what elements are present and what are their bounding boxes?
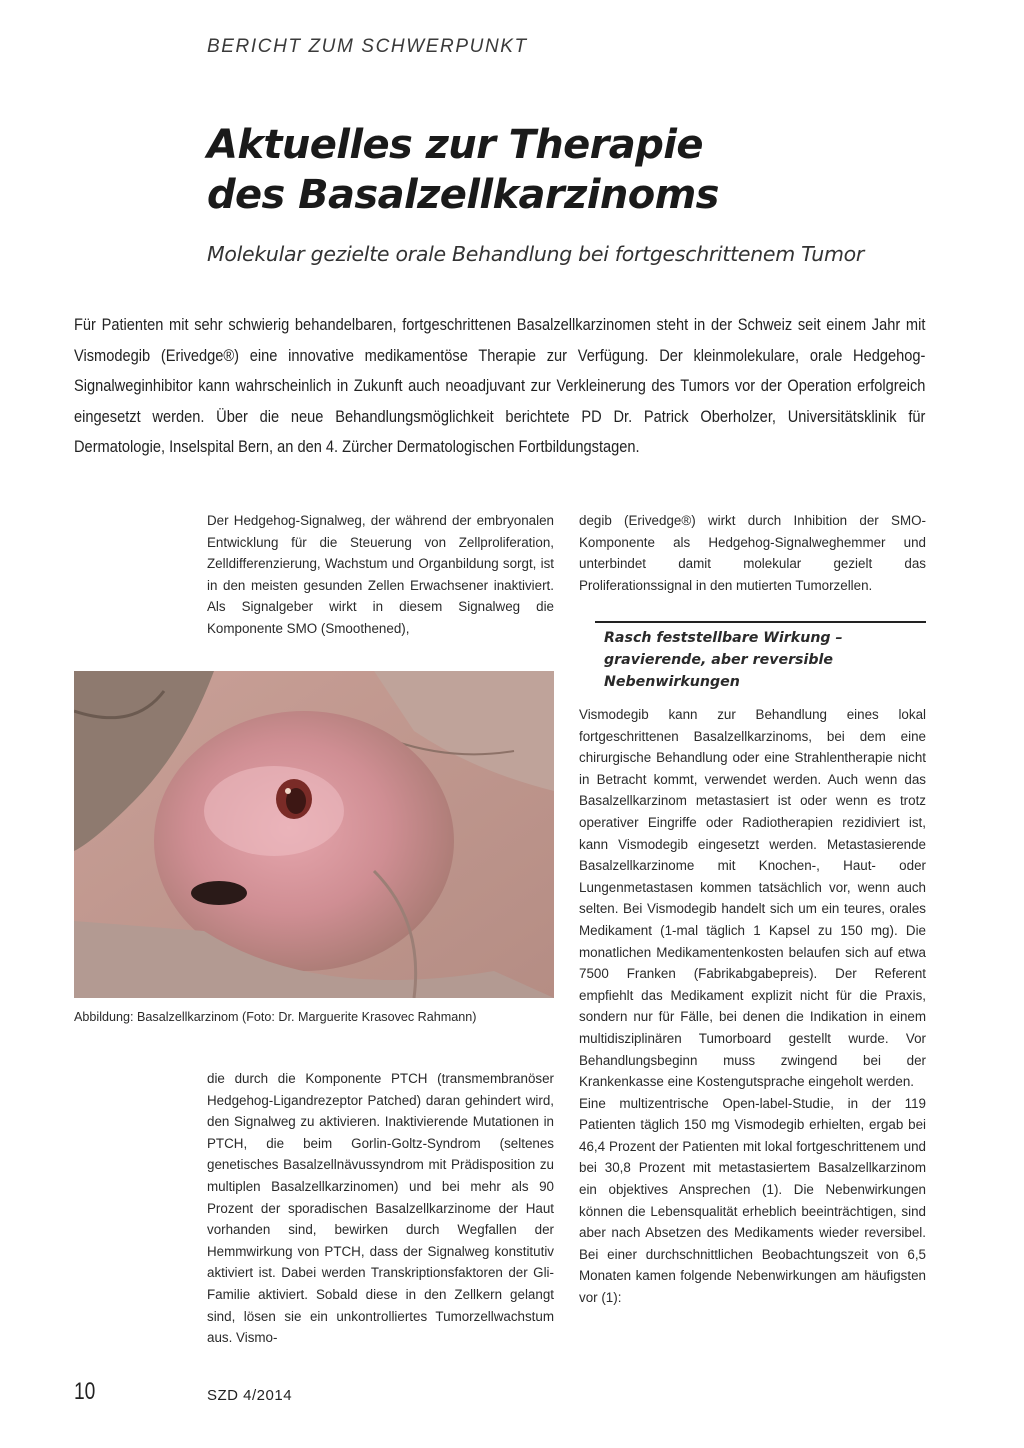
column-2-main — [579, 704, 926, 1309]
column-1-top-text: Der Hedgehog-Signalweg, der während der embryonalen Entwicklung für die Steuerung von Zellproliferation, Zelldifferenzierung, Wachstum und Organbildung sorgt, ist in den meisten gesunden Zellen Erwachsener inaktiviert. Als Signalgeber wirkt in diesem Signalweg die Komponente SMO (Smoothened), — [207, 513, 554, 636]
photo-illustration — [74, 671, 554, 998]
section-kicker: BERICHT ZUM SCHWERPUNKT — [207, 36, 528, 57]
column-2-paragraph-1: Vismodegib kann zur Behandlung eines lokal fortgeschrittenen Basalzellkarzinoms, bei dem eine chirurgische Behandlung oder eine Strahlentherapie nicht in Betracht kommt, verwendet werden. Auch wenn das Basalzellkarzinom metastasiert ist oder wenn es trotz operativer Eingriffe oder Radiotherapien rezidiviert ist, kann Vismodegib eingesetzt werden. Metastasierende Basalzellkarzinome mit Knochen-, Haut- oder Lungenmetastasen kommen tatsächlich vor, wenn auch selten. Bei Vismodegib handelt sich um ein teures, orales Medikament (1-mal täglich 1 Kapsel zu 150 mg). Die monatlichen Medikamentenkosten belaufen sich auf etwa 7500 Franken (Fabrikabgabepreis). Der Referent empfiehlt das Medikament explizit nicht für die Praxis, sondern nur für Fälle, bei denen die Indikation in einem multidisziplinären Tumorboard gestellt wurde. Vor Behandlungsbeginn muss zwingend bei der Krankenkasse eine Kostengutsprache eingeholt werden. — [579, 707, 926, 1090]
lead-paragraph: Für Patienten mit sehr schwierig behandelbaren, fortgeschrittenen Basalzellkarzinomen steht in der Schweiz seit einem Jahr mit Vismodegib (Erivedge®) eine innovative medikamentöse Therapie zur Verfügung. Der kleinmolekulare, orale Hedgehog-Signalweginhibitor kann wahrscheinlich in Zukunft auch neoadjuvant zur Verkleinerung des Tumors vor der Operation erfolgreich eingesetzt werden. Über die neue Behandlungsmöglichkeit berichtete PD Dr. Patrick Oberholzer, Universitätsklinik für Dermatologie, Inselspital Bern, an den 4. Zürcher Dermatologischen Fortbildungstagen. — [74, 315, 926, 456]
column-2-top-text: degib (Erivedge®) wirkt durch Inhibition der SMO-Komponente als Hedgehog-Signalweghemmer und unterbindet damit molekular gezielt das Proliferationssignal in den mutierten Tumorzellen. — [579, 513, 926, 593]
title-line-1: Aktuelles zur Therapie — [207, 122, 703, 168]
issue-label: SZD 4/2014 — [207, 1387, 293, 1404]
title-line-2: des Basalzellkarzinoms — [207, 172, 719, 218]
article-title — [207, 120, 987, 220]
figure-caption: Abbildung: Basalzellkarzinom (Foto: Dr. Marguerite Krasovec Rahmann) — [74, 1010, 477, 1024]
page-number: 10 — [74, 1378, 96, 1405]
column-2-paragraph-2: Eine multizentrische Open-label-Studie, in der 119 Patienten täglich 150 mg Vismodegib erhielten, ergab bei 46,4 Prozent der Patienten mit lokal fortgeschrittenem und bei 30,8 Prozent mit metastasiertem Basalzellkarzinom ein objektives Ansprechen (1). Die Nebenwirkungen können die Lebensqualität erheblich beeinträchtigen, sind aber nach Absetzen des Medikaments wieder reversibel. Bei einer durchschnittlichen Beobachtungszeit von 6,5 Monaten kamen folgende Nebenwirkungen am häufigsten vor (1): — [579, 1095, 926, 1306]
section-heading: Rasch feststellbare Wirkung – gravierende, aber reversible Nebenwirkungen — [604, 630, 843, 690]
article-subtitle: Molekular gezielte orale Behandlung bei fortgeschrittenem Tumor — [207, 242, 864, 266]
section-divider — [595, 621, 926, 623]
basal-cell-carcinoma-photo — [74, 671, 554, 998]
column-1-bottom-text: die durch die Komponente PTCH (transmembranöser Hedgehog-Ligandrezeptor Patched) daran gehindert wird, den Signalweg zu aktivieren. Inaktivierende Mutationen in PTCH, die beim Gorlin-Goltz-Syndrom (seltenes genetisches Basalzellnävussyndrom mit Prädisposition zu multiplen Basalzellkarzinomen) und bei mehr als 90 Prozent der sporadischen Basalzellkarzinome der Haut vorhanden sind, bewirken durch Wegfallen der Hemmwirkung von PTCH, dass der Signalweg konstitutiv aktiviert ist. Dabei werden Transkriptionsfaktoren der Gli-Familie aktiviert. Sobald diese in den Zellkern gelangt sind, lösen sie ein unkontrolliertes Tumorzellwachstum aus. Vismo- — [207, 1071, 554, 1346]
